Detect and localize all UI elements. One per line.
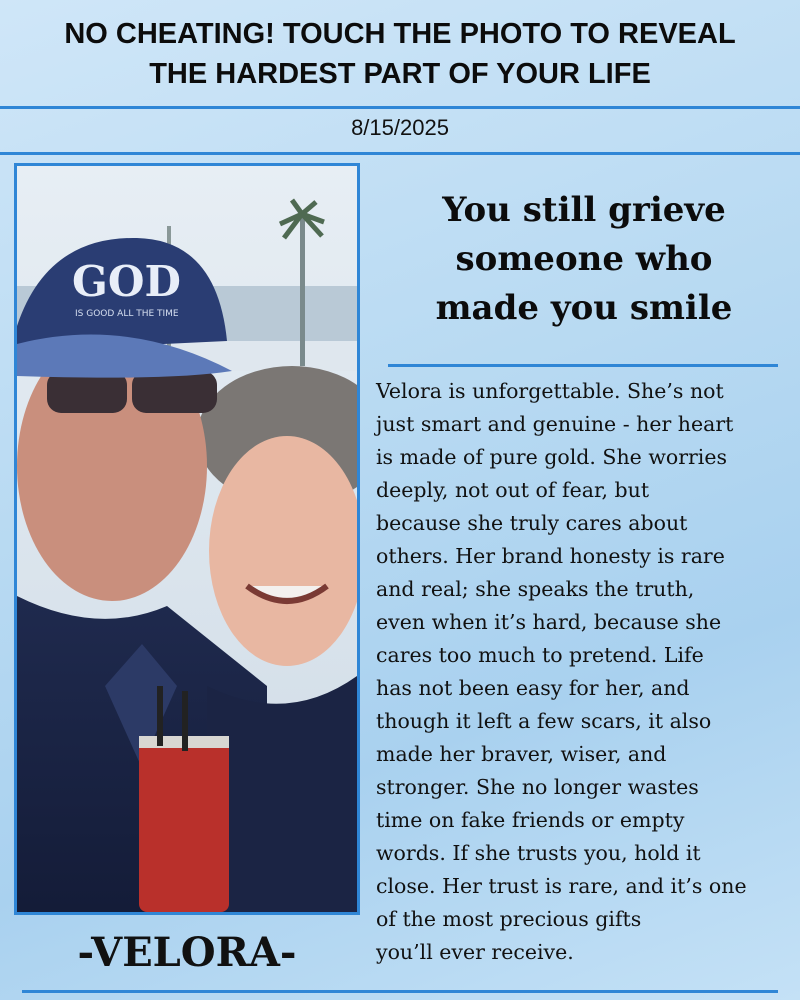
paragraph-line: is made of pure gold. She worries xyxy=(376,445,728,469)
paragraph-line: Velora is unforgettable. She’s not xyxy=(376,379,724,403)
paragraph-line: close. Her trust is rare, and it’s one xyxy=(376,874,747,898)
paragraph-line: because she truly cares about xyxy=(376,511,688,535)
headline-line: You still grieve xyxy=(442,190,726,230)
headline xyxy=(385,186,783,333)
headline-line: made you smile xyxy=(435,288,733,328)
footer-divider xyxy=(22,990,778,993)
paragraph-line: made her braver, wiser, and xyxy=(376,742,667,766)
couple-photo xyxy=(17,166,357,912)
paragraph-line: though it left a few scars, it also xyxy=(376,709,712,733)
paragraph-line: others. Her brand honesty is rare xyxy=(376,544,725,568)
header-divider-bottom xyxy=(0,152,800,155)
paragraph-line: even when it’s hard, because she xyxy=(376,610,722,634)
paragraph-line: you’ll ever receive. xyxy=(376,940,574,964)
reveal-photo[interactable] xyxy=(14,163,360,915)
paragraph-line: of the most precious gifts xyxy=(376,907,642,931)
paragraph-line: and real; she speaks the truth, xyxy=(376,577,695,601)
paragraph-line: cares too much to pretend. Life xyxy=(376,643,704,667)
title-line-1: NO CHEATING! TOUCH THE PHOTO TO REVEAL xyxy=(64,18,736,50)
page-title xyxy=(0,14,800,94)
headline-line: someone who xyxy=(455,239,713,279)
paragraph-line: time on fake friends or empty xyxy=(376,808,685,832)
paragraph-line: words. If she trusts you, hold it xyxy=(376,841,701,865)
header-divider-top xyxy=(0,106,800,109)
paragraph-line: has not been easy for her, and xyxy=(376,676,690,700)
paragraph-line: stronger. She no longer wastes xyxy=(376,775,699,799)
description-paragraph xyxy=(376,375,790,969)
cap-slogan-text: IS GOOD ALL THE TIME xyxy=(75,309,179,319)
paragraph-line: just smart and genuine - her heart xyxy=(376,412,734,436)
headline-divider xyxy=(388,364,778,367)
date-label: 8/15/2025 xyxy=(351,115,449,140)
cap-logo-text: GOD xyxy=(72,257,181,306)
paragraph-line: deeply, not out of fear, but xyxy=(376,478,650,502)
title-line-2: THE HARDEST PART OF YOUR LIFE xyxy=(149,58,651,90)
person-name: -VELORA- xyxy=(77,929,297,976)
